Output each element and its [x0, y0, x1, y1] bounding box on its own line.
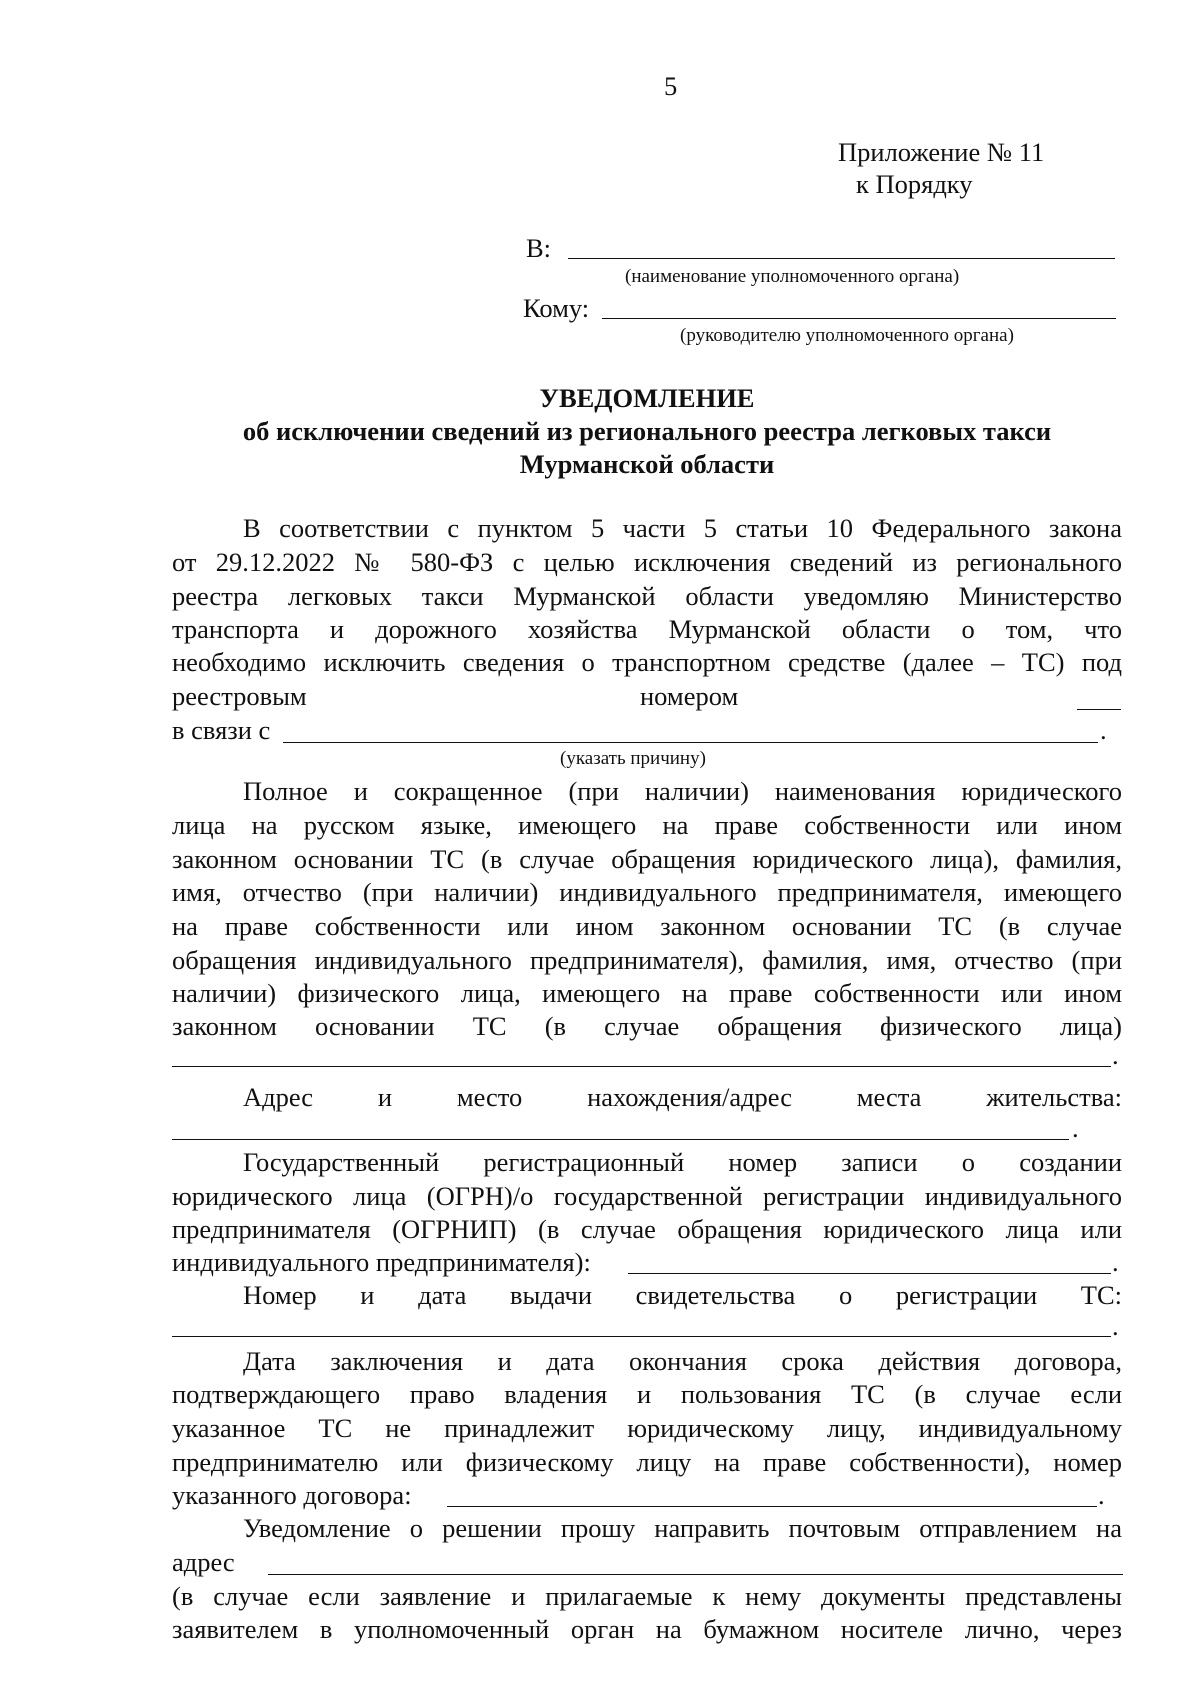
para2-line-2: лица на русском языке, имеющего на праве собственности или ином: [172, 810, 1122, 840]
whom-label: Кому:: [523, 293, 590, 323]
para4-line-1: Дата заключения и дата окончания срока действия договора,: [243, 1346, 1122, 1376]
whom-caption: (руководителю уполномоченного органа): [680, 325, 1014, 346]
reason-field-line[interactable]: [283, 742, 1098, 743]
number-label: номером: [640, 681, 739, 711]
address-period: .: [1072, 1113, 1079, 1143]
address-field-line[interactable]: [172, 1139, 1069, 1140]
para2-line-6: обращения индивидуального предпринимателя), фамилия, имя, отчество (при: [172, 945, 1122, 975]
to-label: В:: [526, 233, 552, 263]
para5-line-4: заявителем в уполномоченный орган на бумажном носителе лично, через: [172, 1614, 1122, 1644]
document-title: УВЕДОМЛЕНИЕ: [539, 383, 755, 413]
ogrn-field-line[interactable]: [628, 1273, 1111, 1274]
para2-line-1: Полное и сокращенное (при наличии) наименования юридического: [243, 776, 1122, 806]
registry-number-line[interactable]: [1077, 709, 1121, 710]
para2-line-4: имя, отчество (при наличии) индивидуального предпринимателя, имеющего: [172, 877, 1122, 907]
ogrn-period: .: [1112, 1247, 1119, 1277]
reason-caption: (указать причину): [560, 748, 706, 769]
document-subtitle-1: об исключении сведений из регионального реестра легковых такси: [242, 416, 1052, 446]
document-subtitle-2: Мурманской области: [519, 449, 775, 479]
para3-line-1: Государственный регистрационный номер записи о создании: [243, 1147, 1122, 1177]
para1-line-4: транспорта и дорожного хозяйства Мурманской области о том, что: [172, 614, 1122, 644]
para2-line-8: законном основании ТС (в случае обращения физического лица): [172, 1011, 1122, 1041]
para1-line-5: необходимо исключить сведения о транспортном средстве (далее – ТС) под: [172, 647, 1122, 677]
para3-line-3: предпринимателя (ОГРНИП) (в случае обращения юридического лица или: [172, 1214, 1122, 1244]
reason-period: .: [1100, 715, 1107, 745]
address-label: Адрес и место нахождения/адрес места жительства:: [243, 1082, 1122, 1112]
whom-field-line[interactable]: [602, 318, 1116, 319]
para5-line-1: Уведомление о решении прошу направить почтовым отправлением на: [243, 1513, 1122, 1543]
para4-line-5: указанного договора:: [172, 1480, 412, 1510]
reason-label: в связи с: [172, 715, 271, 745]
para3-line-2: юридического лица (ОГРН)/о государственной регистрации индивидуального: [172, 1181, 1122, 1211]
page-number: 5: [664, 71, 678, 101]
appendix-number: Приложение № 11: [838, 137, 1045, 167]
para2-line-5: на праве собственности или ином законном основании ТС (в случае: [172, 911, 1122, 941]
owner-period: .: [1112, 1040, 1119, 1070]
para3-line-4: индивидуального предпринимателя):: [172, 1247, 591, 1277]
certificate-field-line[interactable]: [172, 1336, 1111, 1337]
para4-line-3: указанное ТС не принадлежит юридическому лицу, индивидуальному: [172, 1413, 1122, 1443]
appendix-reference: к Порядку: [856, 169, 973, 199]
para4-line-2: подтверждающего право владения и пользования ТС (в случае если: [172, 1379, 1122, 1409]
para1-line-3: реестра легковых такси Мурманской области уведомляю Министерство: [172, 581, 1122, 611]
contract-period: .: [1098, 1480, 1105, 1510]
certificate-label: Номер и дата выдачи свидетельства о регистрации ТС:: [243, 1280, 1122, 1310]
certificate-period: .: [1112, 1311, 1119, 1341]
para2-line-7: наличии) физического лица, имеющего на праве собственности или ином: [172, 978, 1122, 1008]
para1-line-1: В соответствии с пунктом 5 части 5 статьи 10 Федерального закона: [243, 513, 1122, 543]
delivery-address-line[interactable]: [268, 1574, 1123, 1575]
para5-line-2: адрес: [172, 1547, 235, 1577]
para1-line-2: от 29.12.2022 № 580-ФЗ с целью исключения сведений из регионального: [172, 547, 1122, 577]
contract-field-line[interactable]: [447, 1506, 1097, 1507]
para5-line-3: (в случае если заявление и прилагаемые к нему документы представлены: [172, 1581, 1122, 1611]
registry-label: реестровым: [172, 681, 307, 711]
para2-line-3: законном основании ТС (в случае обращения юридического лица), фамилия,: [172, 844, 1122, 874]
to-caption: (наименование уполномоченного органа): [625, 266, 960, 287]
owner-field-line[interactable]: [172, 1066, 1111, 1067]
to-field-line[interactable]: [568, 258, 1115, 259]
para4-line-4: предпринимателю или физическому лицу на праве собственности), номер: [172, 1447, 1122, 1477]
